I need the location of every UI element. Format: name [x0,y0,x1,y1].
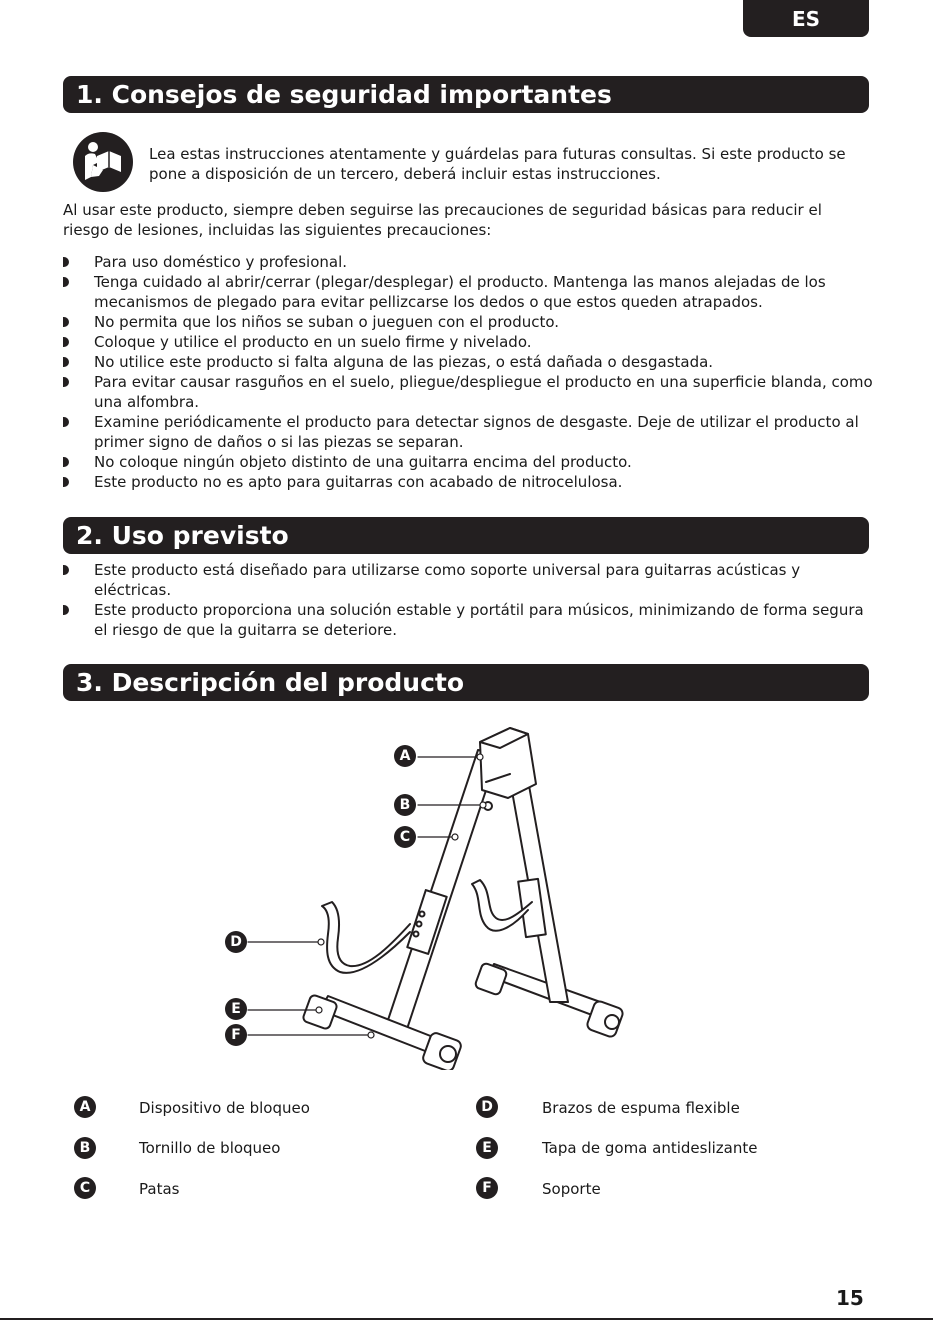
safety-list [63,252,875,492]
bullet-icon [63,317,69,327]
bullet-icon [63,457,69,467]
list-item: No utilice este producto si falta alguna de las piezas, o está dañada o desgastada. [63,352,875,372]
bullet-icon [63,417,69,427]
list-item: Coloque y utilice el producto en un suelo firme y nivelado. [63,332,875,352]
legend-label-e: Tapa de goma antideslizante [542,1139,758,1157]
bullet-icon [63,377,69,387]
legend-label-a: Dispositivo de bloqueo [139,1099,310,1117]
list-item: Examine periódicamente el producto para detectar signos de desgaste. Deje de utilizar el producto al primer signo de daños o si las piezas se separan. [63,412,875,452]
section-3-header: 3. Descripción del producto [63,664,869,701]
callout-a: A [394,745,416,767]
legend-label-c: Patas [139,1180,180,1198]
list-item: Para evitar causar rasguños en el suelo, pliegue/despliegue el producto en una superficie blanda, como una alfombra. [63,372,875,412]
language-tab: ES [743,0,869,37]
page-number: 15 [836,1286,864,1310]
legend-badge-e: E [476,1137,498,1159]
bullet-icon [63,357,69,367]
section-1-header: 1. Consejos de seguridad importantes [63,76,869,113]
guitar-stand-illustration [210,720,650,1070]
list-item: Para uso doméstico y profesional. [63,252,875,272]
callout-c: C [394,826,416,848]
callout-d: D [225,931,247,953]
callout-b: B [394,794,416,816]
callout-e: E [225,998,247,1020]
bullet-icon [63,257,69,267]
intro-text: Lea estas instrucciones atentamente y guárdelas para futuras consultas. Si este producto se pone a disposición de un tercero, deberá incluir estas instrucciones. [149,145,846,183]
list-item: Tenga cuidado al abrir/cerrar (plegar/desplegar) el producto. Mantenga las manos alejadas de los mecanismos de plegado para evitar pellizcarse los dedos o que estos queden atrapados. [63,272,875,312]
bullet-icon [63,565,69,575]
list-item: Este producto está diseñado para utilizarse como soporte universal para guitarras acústicas y eléctricas. [63,560,875,600]
legend-badge-d: D [476,1096,498,1118]
section-2-header: 2. Uso previsto [63,517,869,554]
bullet-icon [63,605,69,615]
list-item: No permita que los niños se suban o jueguen con el producto. [63,312,875,332]
bullet-icon [63,337,69,347]
bullet-icon [63,277,69,287]
bullet-icon [63,477,69,487]
list-item: Este producto proporciona una solución estable y portátil para músicos, minimizando de forma segura el riesgo de que la guitarra se deteriore. [63,600,875,640]
legend-badge-f: F [476,1177,498,1199]
legend-label-d: Brazos de espuma flexible [542,1099,740,1117]
legend-label-b: Tornillo de bloqueo [139,1139,281,1157]
bottom-divider [0,1318,933,1320]
list-item: No coloque ningún objeto distinto de una guitarra encima del producto. [63,452,875,472]
list-item: Este producto no es apto para guitarras con acabado de nitrocelulosa. [63,472,875,492]
legend-badge-c: C [74,1177,96,1199]
use-list [63,560,875,640]
legend-badge-a: A [74,1096,96,1118]
read-manual-icon [73,132,133,192]
legend-label-f: Soporte [542,1180,601,1198]
callout-f: F [225,1024,247,1046]
safety-lead: Al usar este producto, siempre deben seguirse las precauciones de seguridad básicas para reducir el riesgo de lesiones, incluidas las siguientes precauciones: [63,201,822,239]
legend-badge-b: B [74,1137,96,1159]
